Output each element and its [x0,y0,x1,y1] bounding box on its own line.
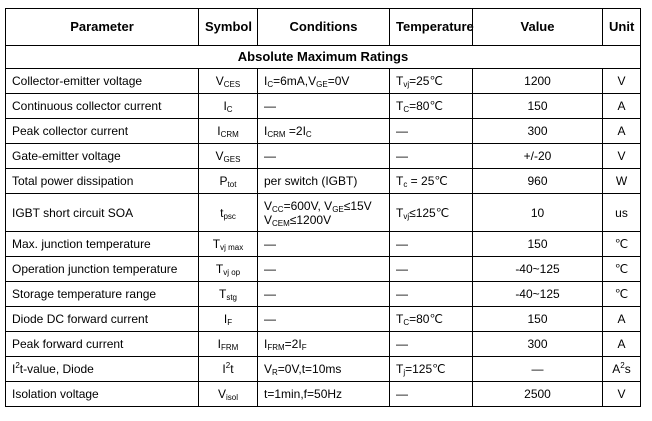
table-row [6,194,641,232]
table-row [6,119,641,144]
table-row [6,257,641,282]
temperature-cell: $T_C=80℃$ [390,94,473,119]
symbol-cell: $I_C$ [199,94,258,119]
conditions-cell: $I_{FRM}=2I_F$ [258,332,390,357]
table-row [6,144,641,169]
unit-cell: V [603,144,641,169]
conditions-cell: — [258,144,390,169]
value-cell: -40~125 [473,257,603,282]
parameter-cell: Operation junction temperature [6,257,199,282]
value-cell: 150 [473,94,603,119]
table-row [6,232,641,257]
parameter-cell: Collector-emitter voltage [6,69,199,94]
parameter-cell: $I^2t$-value, Diode [6,357,199,382]
unit-cell: $A^2s$ [603,357,641,382]
value-cell: 10 [473,194,603,232]
unit-cell: A [603,332,641,357]
parameter-cell: IGBT short circuit SOA [6,194,199,232]
symbol-cell: $V_{GES}$ [199,144,258,169]
unit-cell: ℃ [603,282,641,307]
unit-cell: A [603,94,641,119]
conditions-cell: $V_R=0V,t=10ms$ [258,357,390,382]
value-cell: 150 [473,232,603,257]
value-cell: 2500 [473,382,603,407]
temperature-cell: $T_{vj}\le 125℃$ [390,194,473,232]
temperature-cell: — [390,282,473,307]
header-conditions: Conditions [258,9,390,46]
unit-cell: us [603,194,641,232]
parameter-cell: Diode DC forward current [6,307,199,332]
temperature-cell: $T_c$ = 25℃ [390,169,473,194]
symbol-cell: $V_{CES}$ [199,69,258,94]
unit-cell: V [603,382,641,407]
temperature-cell: — [390,119,473,144]
header-row [6,9,641,46]
temperature-cell: $T_j=125℃$ [390,357,473,382]
temperature-cell: — [390,144,473,169]
conditions-cell: per switch (IGBT) [258,169,390,194]
table-row [6,332,641,357]
conditions-cell: — [258,232,390,257]
table-row [6,169,641,194]
unit-cell: ℃ [603,232,641,257]
header-temperature: Temperature [390,9,473,46]
temperature-cell: — [390,332,473,357]
table-row [6,69,641,94]
conditions-cell: $V_{CC}=600V$, $V_{GE}\le 15V$ $V_{CEM}\le 1200V$ [258,194,390,232]
parameter-cell: Isolation voltage [6,382,199,407]
temperature-cell: $T_C=80℃$ [390,307,473,332]
conditions-cell: $I_C=6mA,V_{GE}=0V$ [258,69,390,94]
header-unit: Unit [603,9,641,46]
unit-cell: A [603,307,641,332]
symbol-cell: $T_{vj op}$ [199,257,258,282]
value-cell: -40~125 [473,282,603,307]
symbol-cell: $t_{psc}$ [199,194,258,232]
parameter-cell: Total power dissipation [6,169,199,194]
symbol-cell: $P_{tot}$ [199,169,258,194]
section-title: Absolute Maximum Ratings [6,46,641,69]
unit-cell: A [603,119,641,144]
section-row [6,46,641,69]
symbol-cell: $I_F$ [199,307,258,332]
absolute-max-ratings-table [5,8,641,407]
header-value: Value [473,9,603,46]
parameter-cell: Storage temperature range [6,282,199,307]
table-row [6,307,641,332]
temperature-cell: — [390,257,473,282]
conditions-cell: — [258,94,390,119]
unit-cell: W [603,169,641,194]
conditions-cell: — [258,307,390,332]
value-cell: 300 [473,332,603,357]
table-row [6,382,641,407]
parameter-cell: Max. junction temperature [6,232,199,257]
conditions-cell: — [258,282,390,307]
unit-cell: V [603,69,641,94]
symbol-cell: $T_{vj max}$ [199,232,258,257]
conditions-cell: $I_{CRM} =2I_C$ [258,119,390,144]
temperature-cell: — [390,382,473,407]
value-cell: +/-20 [473,144,603,169]
conditions-cell: t=1min,f=50Hz [258,382,390,407]
symbol-cell: $I_{CRM}$ [199,119,258,144]
unit-cell: ℃ [603,257,641,282]
symbol-cell: $I_{FRM}$ [199,332,258,357]
symbol-cell: $V_{isol}$ [199,382,258,407]
parameter-cell: Continuous collector current [6,94,199,119]
symbol-cell: $I^2t$ [199,357,258,382]
symbol-cell: $T_{stg}$ [199,282,258,307]
value-cell: 150 [473,307,603,332]
conditions-cell: — [258,257,390,282]
temperature-cell: $T_{vj}=25℃$ [390,69,473,94]
parameter-cell: Peak forward current [6,332,199,357]
value-cell: 300 [473,119,603,144]
table-row [6,282,641,307]
header-symbol: Symbol [199,9,258,46]
parameter-cell: Gate-emitter voltage [6,144,199,169]
value-cell: 960 [473,169,603,194]
value-cell: 1200 [473,69,603,94]
temperature-cell: — [390,232,473,257]
parameter-cell: Peak collector current [6,119,199,144]
header-parameter: Parameter [6,9,199,46]
value-cell: — [473,357,603,382]
table-row [6,357,641,382]
table-row [6,94,641,119]
